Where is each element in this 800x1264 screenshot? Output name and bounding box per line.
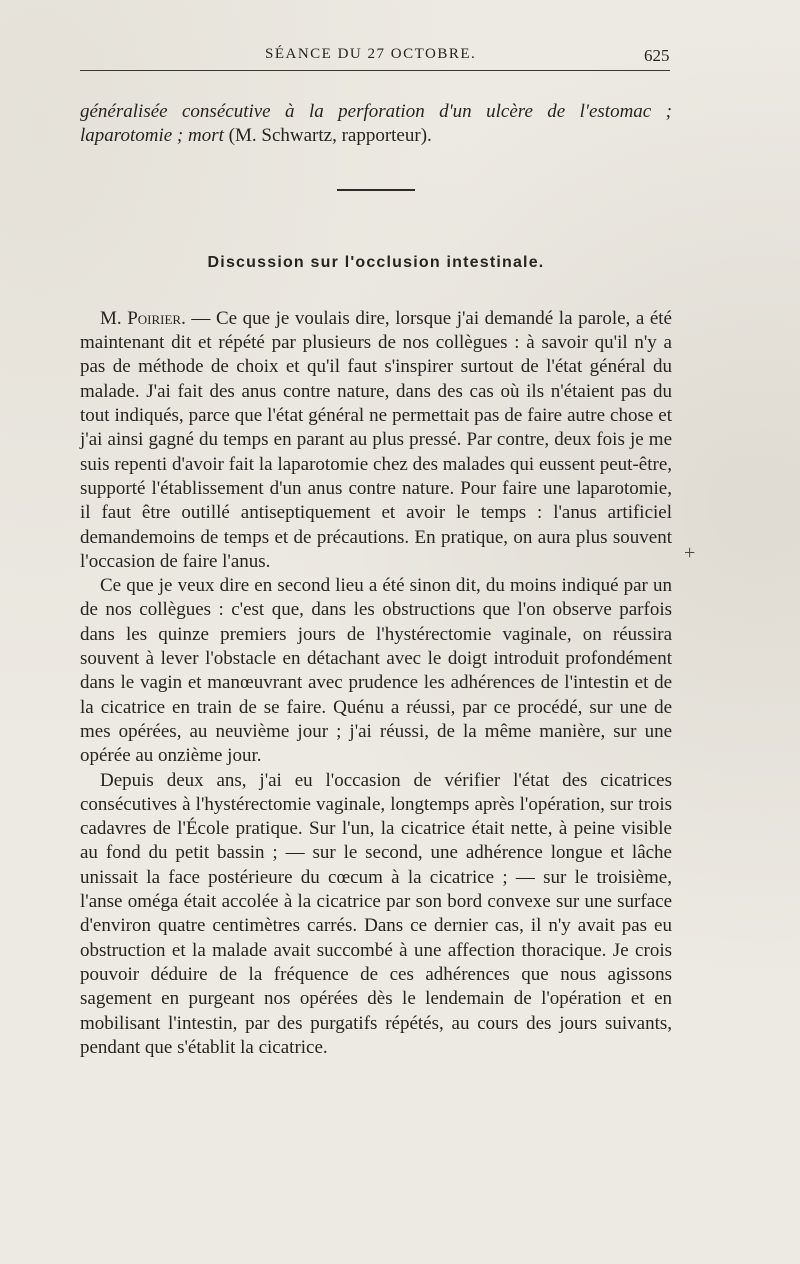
paragraph-2: Ce que je veux dire en second lieu a été sinon dit, du moins indiqué par un de nos collègues : c'est que, dans les obstructions que l'on observe parfois dans les quinze premiers jours de l'hystérectomie vaginale, on réussira souvent à lever l'obstacle en détachant avec le doigt introduit profondément dans le vagin et manœuvrant avec prudence les adhérences de l'intestin et de la cicatrice en train de se faire. Quénu a réussi, par ce procédé, sur une de mes opérées, au neuvième jour ; j'ai réussi, de la même manière, sur une opérée au onzième jour.: [80, 575, 672, 767]
page-number: 625: [644, 46, 670, 65]
speaker-name: M. Poirier.: [100, 307, 186, 329]
body-text: [80, 100, 672, 1060]
margin-plus-mark: +: [684, 542, 696, 564]
header-rule: [80, 70, 670, 71]
section-divider: [337, 189, 415, 191]
section-heading: Discussion sur l'occlusion intestinale.: [207, 253, 545, 271]
running-title: SÉANCE DU 27 OCTOBRE.: [265, 46, 477, 62]
running-head: [0, 46, 800, 70]
intro-italic: généralisée consécutive à la perforation d'un ulcère de l'estomac ; laparotomie ; mort: [80, 101, 672, 147]
paragraph-1: [80, 307, 672, 574]
intro-text: [80, 100, 672, 149]
paragraph-1-text: — Ce que je voulais dire, lorsque j'ai demandé la parole, a été maintenant dit et répété par plusieurs de nos collègues : à savoir qu'il n'y a pas de méthode de choix et qu'il faut s'inspirer surtout de l'état général du malade. J'ai fait des anus contre nature, dans des cas où ils n'étaient pas du tout indiqués, parce que l'état général ne permettait pas de faire autre chose et j'ai ainsi gagné du temps en parant au plus pressé. Par contre, deux fois je me suis repenti d'avoir fait la laparotomie chez des malades qui eussent peut-être, supporté l'établissement d'un anus contre nature. Pour faire une laparotomie, il faut être outillé antiseptiquement et avoir le temps : l'anus artificiel demandemoins de temps et de précautions. En pratique, on aura plus souvent l'occasion de faire l'anus.: [80, 307, 672, 572]
intro-roman: (M. Schwartz, rapporteur).: [223, 125, 432, 147]
paragraph-3: Depuis deux ans, j'ai eu l'occasion de vérifier l'état des cicatrices consécutives à l'hystérectomie vaginale, longtemps après l'opération, sur trois cadavres de l'École pratique. Sur l'un, la cicatrice était nette, à peine visible au fond du petit bassin ; — sur le second, une adhérence longue et lâche unissait la face postérieure du cœcum à la cicatrice ; — sur le troisième, l'anse oméga était accolée à la cicatrice par son bord convexe sur une surface d'environ quatre centimètres carrés. Dans ce dernier cas, il n'y avait pas eu obstruction et la malade avait succombé à une affection thoracique. Je crois pouvoir déduire de la fréquence de ces adhérences que nous agissons sagement en purgeant nos opérées dès le lendemain de l'opération et en mobilisant l'intestin, par des purgatifs répétés, au cours des jours suivants, pendant que s'établit la cicatrice.: [80, 769, 672, 1058]
